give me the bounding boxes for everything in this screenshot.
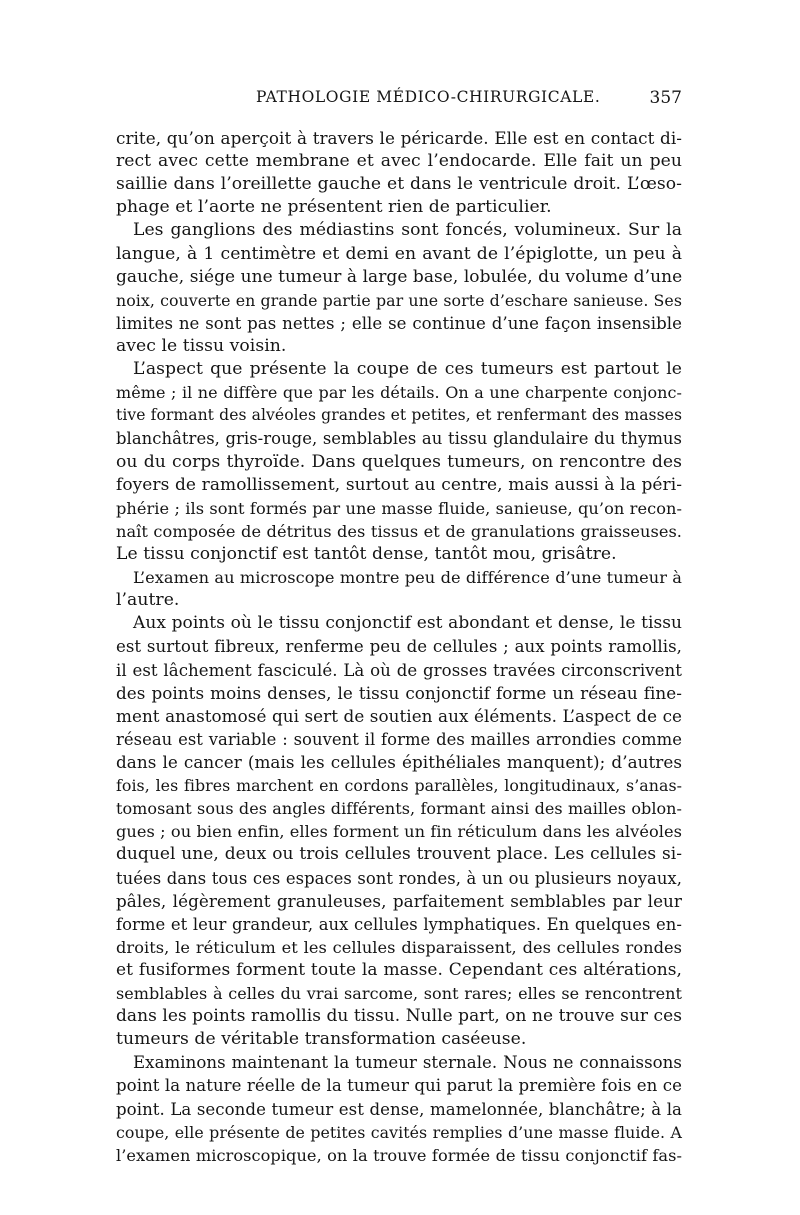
- page-number: 357: [649, 88, 682, 108]
- text-line: gues ; ou bien enfin, elles forment un fin réticulum dans les alvéoles: [116, 822, 682, 842]
- text-line: pâles, légèrement granuleuses, parfaitement semblables par leur: [116, 890, 682, 911]
- text-line: crite, qu’on aperçoit à travers le péricarde. Elle est en contact di-: [116, 128, 682, 148]
- text-line: avec le tissu voisin.: [116, 335, 287, 356]
- text-line: l’autre.: [116, 590, 180, 611]
- text-line: ou du corps thyroïde. Dans quelques tumeurs, on rencontre des: [116, 451, 682, 472]
- text-line: tumeurs de véritable transformation caséeuse.: [116, 1029, 527, 1050]
- text-line: dans les points ramollis du tissu. Nulle part, on ne trouve sur ces: [116, 1006, 682, 1027]
- text-line: est surtout fibreux, renferme peu de cellules ; aux points ramollis,: [116, 637, 682, 657]
- text-line: naît composée de détritus des tissus et de granulations graisseuses.: [116, 521, 682, 541]
- text-line: point. La seconde tumeur est dense, mamelonnée, blanchâtre; à la: [116, 1099, 682, 1119]
- text-line: gauche, siége une tumeur à large base, lobulée, du volume d’une: [116, 266, 683, 287]
- text-line: rect avec cette membrane et avec l’endocarde. Elle fait un peu: [116, 151, 682, 172]
- text-line: ment anastomosé qui sert de soutien aux éléments. L’aspect de ce: [116, 705, 682, 726]
- text-line: coupe, elle présente de petites cavités remplies d’une masse fluide. A: [116, 1122, 682, 1142]
- text-line: il est lâchement fasciculé. Là où de grosses travées circonscrivent: [116, 660, 682, 680]
- text-line: fois, les fibres marchent en cordons parallèles, longitudinaux, s’anas-: [116, 776, 682, 796]
- text-line: langue, à 1 centimètre et demi en avant de l’épiglotte, un peu à: [116, 243, 682, 264]
- text-line: semblables à celles du vrai sarcome, sont rares; elles se rencontrent: [116, 984, 682, 1004]
- running-title: PATHOLOGIE MÉDICO-CHIRURGICALE.: [256, 88, 601, 106]
- text-line: saillie dans l’oreillette gauche et dans le ventricule droit. L’œso-: [116, 174, 682, 195]
- text-line: phérie ; ils sont formés par une masse fluide, sanieuse, qu’on recon-: [116, 498, 682, 518]
- body-text: [116, 127, 682, 1167]
- text-line: L’examen au microscope montre peu de différence d’une tumeur à: [133, 568, 682, 588]
- text-line: tuées dans tous ces espaces sont rondes, à un ou plusieurs noyaux,: [116, 868, 682, 888]
- text-line: droits, le réticulum et les cellules disparaissent, des cellules rondes: [116, 937, 682, 957]
- text-line: blanchâtres, gris-rouge, semblables au tissu glandulaire du thymus: [116, 429, 682, 449]
- text-line: L’aspect que présente la coupe de ces tumeurs est partout le: [133, 359, 682, 380]
- text-line: foyers de ramollissement, surtout au centre, mais aussi à la péri-: [116, 474, 682, 495]
- text-line: Aux points où le tissu conjonctif est abondant et dense, le tissu: [133, 613, 682, 634]
- text-line: et fusiformes forment toute la masse. Cependant ces altérations,: [116, 959, 682, 980]
- text-line: forme et leur grandeur, aux cellules lymphatiques. En quelques en-: [116, 914, 682, 934]
- text-line: Les ganglions des médiastins sont foncés, volumineux. Sur la: [133, 220, 682, 241]
- text-line: Le tissu conjonctif est tantôt dense, tantôt mou, grisâtre.: [116, 543, 617, 564]
- text-line: l’examen microscopique, on la trouve formée de tissu conjonctif fas-: [116, 1145, 682, 1165]
- text-line: tomosant sous des angles différents, formant ainsi des mailles oblon-: [116, 799, 682, 819]
- text-line: des points moins denses, le tissu conjonctif forme un réseau fine-: [116, 682, 682, 703]
- text-line: duquel une, deux ou trois cellules trouvent place. Les cellules si-: [116, 844, 682, 865]
- text-line: Examinons maintenant la tumeur sternale. Nous ne connaissons: [133, 1053, 682, 1073]
- text-line: point la nature réelle de la tumeur qui parut la première fois en ce: [116, 1076, 682, 1096]
- text-line: réseau est variable : souvent il forme des mailles arrondies comme: [116, 729, 682, 749]
- text-line: limites ne sont pas nettes ; elle se continue d’une façon insensible: [116, 313, 682, 333]
- running-head: [116, 88, 682, 114]
- text-line: tive formant des alvéoles grandes et petites, et renfermant des masses: [116, 406, 682, 425]
- text-line: même ; il ne diffère que par les détails. On a une charpente conjonc-: [116, 383, 682, 403]
- text-line: noix, couverte en grande partie par une sorte d’eschare sanieuse. Ses: [116, 290, 682, 310]
- text-line: phage et l’aorte ne présentent rien de particulier.: [116, 197, 552, 218]
- text-line: dans le cancer (mais les cellules épithéliales manquent); d’autres: [116, 751, 682, 772]
